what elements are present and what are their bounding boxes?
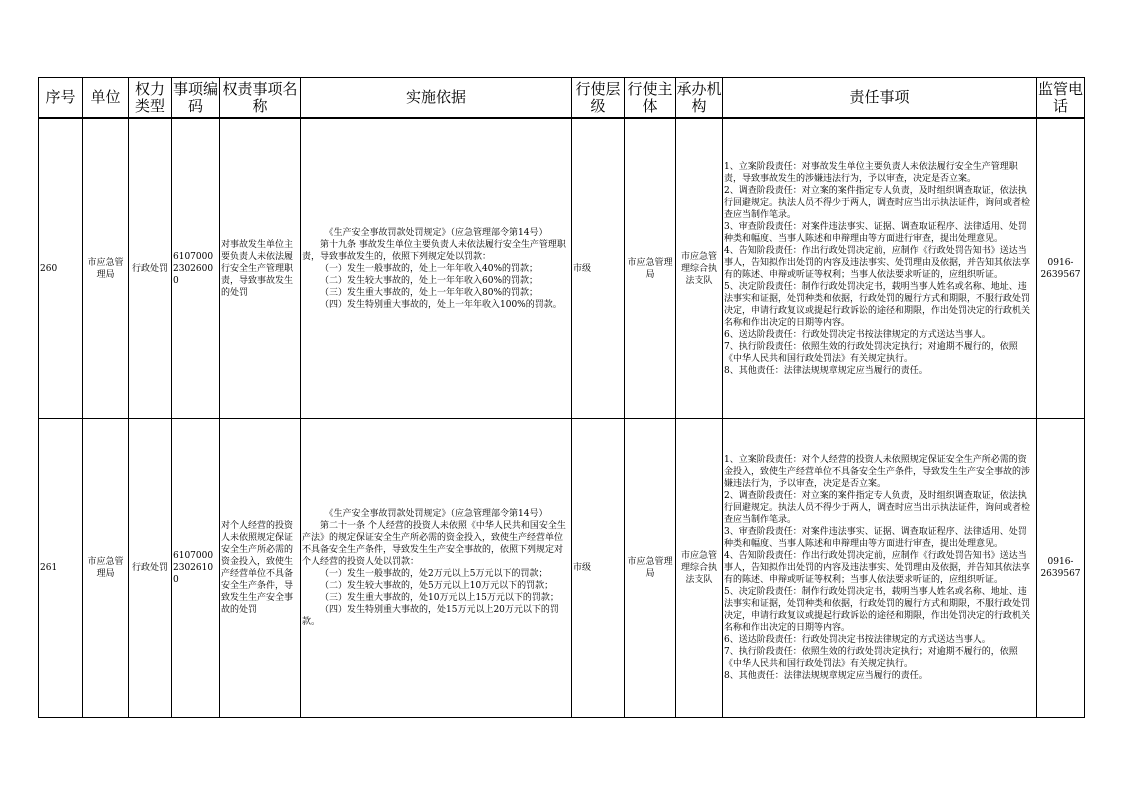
- responsibility-item: 4、告知阶段责任：作出行政处罚决定前，应制作《行政处罚告知书》送达当事人，告知拟作出处罚的内容及违法事实、处罚理由及依据，并告知其依法享有的陈述、申辩或听证等权利；当事人依法要求听证的，应组织听证。: [724, 551, 1031, 585]
- row-subject: 市应急管理局: [625, 419, 676, 718]
- basis-line: （三）发生重大事故的，处上一年年收入80%的罚款；: [320, 287, 539, 298]
- header-basis: 实施依据: [301, 78, 572, 119]
- power-list-table: [38, 77, 1085, 718]
- basis-line: （二）发生较大事故的，处5万元以上10万元以下的罚款；: [320, 581, 554, 591]
- responsibility-item: 6、送达阶段责任：行政处罚决定书按法律规定的方式送达当事人。: [724, 635, 991, 645]
- header-responsibility: 责任事项: [723, 78, 1037, 119]
- header-level: 行使层级: [572, 78, 625, 119]
- header-unit: 单位: [83, 78, 129, 119]
- header-row: [39, 78, 1085, 119]
- row-unit: 市应急管理局: [83, 118, 129, 419]
- responsibility-item: 3、审查阶段责任：对案件违法事实、证据、调查取证程序、法律适用、处罚种类和幅度、当事人陈述和申辩理由等方面进行审查，提出处理意见。: [724, 221, 1027, 244]
- header-agency: 承办机构: [676, 78, 723, 119]
- table-row: [39, 419, 1085, 718]
- row-phone: 0916-2639567: [1037, 118, 1085, 419]
- responsibility-item: 6、送达阶段责任：行政处罚决定书按法律规定的方式送达当事人。: [724, 329, 991, 340]
- responsibility-item: 7、执行阶段责任：依照生效的行政处罚决定执行；对逾期不履行的，依照《中华人民共和国行政处罚法》有关规定执行。: [724, 341, 1018, 364]
- basis-line: （四）发生特别重大事故的，处15万元以上20万元以下的罚款。: [302, 605, 559, 627]
- row-power-type: 行政处罚: [129, 118, 172, 419]
- basis-line: 第二十一条 个人经营的投资人未依照《中华人民共和国安全生产法》的规定保证安全生产所必需的资金投入，致使生产经营单位不具备安全生产条件，导致发生生产安全事故的，依照下列规定对个人经营的投资人处以罚款：: [302, 521, 566, 567]
- table-row: [39, 118, 1085, 419]
- row-phone: 0916-2639567: [1037, 419, 1085, 718]
- responsibility-item: 1、立案阶段责任：对事故发生单位主要负责人未依法履行安全生产管理职责，导致事故发生的涉嫌违法行为，予以审查，决定是否立案。: [724, 161, 1018, 184]
- header-phone: 监管电话: [1037, 78, 1085, 119]
- row-responsibility: [723, 118, 1037, 419]
- row-basis: [301, 118, 572, 419]
- row-level: 市级: [572, 419, 625, 718]
- responsibility-item: 2、调查阶段责任：对立案的案件指定专人负责，及时组织调查取证，依法执行回避规定。执法人员不得少于两人，调查时应当出示执法证件，询问或者检查应当制作笔录。: [724, 185, 1031, 220]
- header-item-name: 权责事项名称: [220, 78, 301, 119]
- basis-title: 《生产安全事故罚款处罚规定》（应急管理部令第14号）: [324, 227, 548, 238]
- responsibility-item: 5、决定阶段责任：制作行政处罚决定书，载明当事人姓名或名称、地址、违法事实和证据，处罚种类和依据，行政处罚的履行方式和期限，不服行政处罚决定，申请行政复议或提起行政诉讼的途径和期限，作出处罚决定的行政机关名称和作出决定的日期等内容。: [724, 587, 1031, 633]
- responsibility-item: 8、其他责任：法律法规规章规定应当履行的责任。: [724, 365, 928, 376]
- basis-line: （一）发生一般事故的，处上一年年收入40%的罚款；: [320, 263, 539, 274]
- basis-line: 第十九条 事故发生单位主要负责人未依法履行安全生产管理职责，导致事故发生的，依照下列规定处以罚款：: [302, 239, 566, 262]
- row-power-type: 行政处罚: [129, 419, 172, 718]
- basis-line: （一）发生一般事故的，处2万元以上5万元以下的罚款；: [320, 569, 548, 579]
- row-agency: 市应急管理综合执法支队: [676, 419, 723, 718]
- header-seq: 序号: [39, 78, 83, 119]
- row-unit: 市应急管理局: [83, 419, 129, 718]
- row-item-name: 对事故发生单位主要负责人未依法履行安全生产管理职责，导致事故发生的处罚: [220, 118, 301, 419]
- row-seq: 260: [39, 118, 83, 419]
- row-level: 市级: [572, 118, 625, 419]
- basis-title: 《生产安全事故罚款处罚规定》（应急管理部令第14号）: [324, 509, 548, 519]
- basis-line: （二）发生较大事故的，处上一年年收入60%的罚款；: [320, 275, 539, 286]
- basis-line: （三）发生重大事故的，处10万元以上15万元以下的罚款；: [320, 593, 559, 603]
- responsibility-item: 4、告知阶段责任：作出行政处罚决定前，应制作《行政处罚告知书》送达当事人，告知拟作出处罚的内容及违法事实、处罚理由及依据，并告知其依法享有的陈述、申辩或听证等权利；当事人依法要求听证的，应组织听证。: [724, 245, 1031, 280]
- header-item-code: 事项编码: [172, 78, 220, 119]
- responsibility-item: 8、其他责任：法律法规规章规定应当履行的责任。: [724, 671, 928, 681]
- row-subject: 市应急管理局: [625, 118, 676, 419]
- row-item-code: 610700023026000: [172, 118, 220, 419]
- row-agency: 市应急管理综合执法支队: [676, 118, 723, 419]
- responsibility-item: 3、审查阶段责任：对案件违法事实、证据、调查取证程序、法律适用、处罚种类和幅度、当事人陈述和申辩理由等方面进行审查，提出处理意见。: [724, 527, 1027, 549]
- responsibility-item: 1、立案阶段责任：对个人经营的投资人未依照规定保证安全生产所必需的资金投入，致使生产经营单位不具备安全生产条件，导致发生生产安全事故的涉嫌违法行为，予以审查，决定是否立案。: [724, 455, 1031, 489]
- header-power-type: 权力类型: [129, 78, 172, 119]
- responsibility-item: 2、调查阶段责任：对立案的案件指定专人负责，及时组织调查取证，依法执行回避规定。执法人员不得少于两人，调查时应当出示执法证件，询问或者检查应当制作笔录。: [724, 491, 1031, 525]
- row-item-name: 对个人经营的投资人未依照规定保证安全生产所必需的资金投入，致使生产经营单位不具备安全生产条件，导致发生生产安全事故的处罚: [220, 419, 301, 718]
- row-basis: [301, 419, 572, 718]
- responsibility-item: 7、执行阶段责任：依照生效的行政处罚决定执行；对逾期不履行的，依照《中华人民共和国行政处罚法》有关规定执行。: [724, 647, 1018, 669]
- row-responsibility: [723, 419, 1037, 718]
- responsibility-item: 5、决定阶段责任：制作行政处罚决定书，载明当事人姓名或名称、地址、违法事实和证据，处罚种类和依据，行政处罚的履行方式和期限，不服行政处罚决定，申请行政复议或提起行政诉讼的途径和期限，作出处罚决定的行政机关名称和作出决定的日期等内容。: [724, 281, 1031, 328]
- row-item-code: 610700023026100: [172, 419, 220, 718]
- basis-line: （四）发生特别重大事故的，处上一年年收入100%的罚款。: [320, 299, 562, 310]
- row-seq: 261: [39, 419, 83, 718]
- header-subject: 行使主体: [625, 78, 676, 119]
